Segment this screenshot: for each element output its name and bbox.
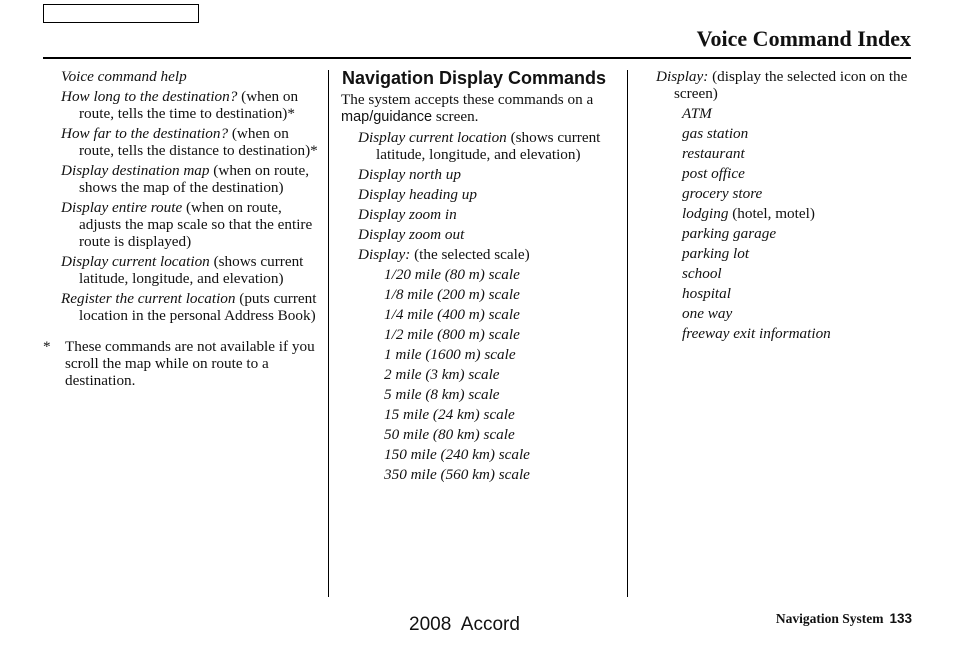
- column-divider: [328, 70, 329, 597]
- icon-item: [655, 305, 915, 322]
- icon-term: post office: [682, 165, 745, 182]
- command-term: Voice command help: [61, 68, 187, 85]
- section-intro: [341, 91, 619, 126]
- command-description: (when on route, tells the time to destination)*: [79, 88, 299, 122]
- page-title: Voice Command Index: [696, 26, 911, 51]
- command-description: (when on route, adjusts the map scale so that the entire route is displayed): [79, 199, 313, 250]
- command-item: [43, 88, 321, 122]
- command-term: Display current location: [61, 253, 210, 270]
- command-item: [43, 162, 321, 196]
- command-term: Display:: [656, 68, 709, 85]
- scale-item: 5 mile (8 km) scale: [384, 386, 500, 403]
- icon-term: restaurant: [682, 145, 745, 162]
- command-item: [43, 125, 321, 159]
- footnote-text: These commands are not available if you scroll the map while on route to a destination.: [65, 338, 315, 389]
- icon-term: freeway exit information: [682, 325, 831, 342]
- page-number: 133: [889, 611, 912, 626]
- footer-model-label: 2008 Accord: [409, 614, 520, 635]
- command-term: How far to the destination?: [61, 125, 229, 142]
- footnote: [43, 338, 321, 389]
- icon-item: [655, 185, 915, 202]
- icon-item: [655, 125, 915, 142]
- header-rule: [43, 57, 911, 59]
- command-term: How long to the destination?: [61, 88, 238, 105]
- command-term: Display zoom out: [358, 226, 465, 243]
- icon-term: one way: [682, 305, 733, 322]
- column-navigation-display: [341, 68, 619, 486]
- scale-item: 1 mile (1600 m) scale: [384, 346, 516, 363]
- footer-page-info: [776, 611, 912, 627]
- command-item: [341, 206, 619, 223]
- command-description: (shows current latitude, longitude, and elevation): [79, 253, 304, 287]
- command-item: [341, 166, 619, 183]
- command-description: (shows current latitude, longitude, and elevation): [376, 129, 601, 163]
- command-item: [341, 186, 619, 203]
- command-item: [43, 253, 321, 287]
- icon-term: hospital: [682, 285, 731, 302]
- command-term: Display north up: [358, 166, 461, 183]
- icon-item: [655, 285, 915, 302]
- icon-term: ATM: [682, 105, 712, 122]
- icon-term: school: [682, 265, 722, 282]
- icon-item: [655, 245, 915, 262]
- header-tab-box: [43, 4, 199, 23]
- scale-list: [341, 266, 619, 483]
- scale-item: 2 mile (3 km) scale: [384, 366, 500, 383]
- icon-item: [655, 325, 915, 342]
- scale-item: 50 mile (80 km) scale: [384, 426, 515, 443]
- command-item: [43, 68, 321, 85]
- command-list: [43, 68, 321, 324]
- icon-term: lodging: [682, 205, 729, 222]
- footer-section-label: Navigation System: [775, 611, 884, 626]
- command-item: [655, 68, 915, 102]
- command-item: [341, 246, 619, 263]
- scale-item: 1/20 mile (80 m) scale: [384, 266, 520, 283]
- scale-item: 1/8 mile (200 m) scale: [384, 286, 520, 303]
- icon-description: (hotel, motel): [728, 205, 815, 222]
- column-display-icons: [655, 68, 915, 345]
- column-general-commands: [43, 68, 321, 389]
- scale-item: 15 mile (24 km) scale: [384, 406, 515, 423]
- command-term: Display zoom in: [358, 206, 457, 223]
- icon-item: [655, 105, 915, 122]
- scale-item: 150 mile (240 km) scale: [384, 446, 530, 463]
- section-heading: Navigation Display Commands: [342, 68, 607, 88]
- command-item: [43, 199, 321, 250]
- intro-text: screen.: [432, 108, 479, 125]
- command-term: Display current location: [358, 129, 507, 146]
- icon-item: [655, 165, 915, 182]
- icon-item: [655, 205, 915, 222]
- command-description: (puts current location in the personal Address Book): [79, 290, 317, 324]
- icon-item: [655, 145, 915, 162]
- command-item: [43, 290, 321, 324]
- command-item: [341, 226, 619, 243]
- command-list: [341, 129, 619, 263]
- icon-term: gas station: [682, 125, 749, 142]
- command-term: Display heading up: [358, 186, 477, 203]
- icon-term: parking garage: [682, 225, 777, 242]
- column-divider: [627, 70, 628, 597]
- icon-item: [655, 225, 915, 242]
- scale-item: 350 mile (560 km) scale: [384, 466, 530, 483]
- scale-item: 1/4 mile (400 m) scale: [384, 306, 520, 323]
- icon-item: [655, 265, 915, 282]
- icon-term: parking lot: [682, 245, 750, 262]
- icon-term: grocery store: [682, 185, 763, 202]
- command-item: [341, 129, 619, 163]
- command-description: (display the selected icon on the screen): [674, 68, 908, 102]
- intro-screen-term: map/guidance: [341, 109, 433, 125]
- command-description: (when on route, shows the map of the destination): [79, 162, 310, 196]
- intro-text: The system accepts these commands on a: [341, 91, 594, 108]
- command-description: (when on route, tells the distance to destination)*: [79, 125, 318, 159]
- command-term: Display destination map: [61, 162, 210, 179]
- command-term: Display:: [358, 246, 411, 263]
- command-description: (the selected scale): [410, 246, 530, 263]
- footnote-mark: *: [43, 338, 51, 355]
- icon-list: [655, 105, 915, 342]
- command-term: Display entire route: [61, 199, 183, 216]
- scale-item: 1/2 mile (800 m) scale: [384, 326, 520, 343]
- command-term: Register the current location: [61, 290, 236, 307]
